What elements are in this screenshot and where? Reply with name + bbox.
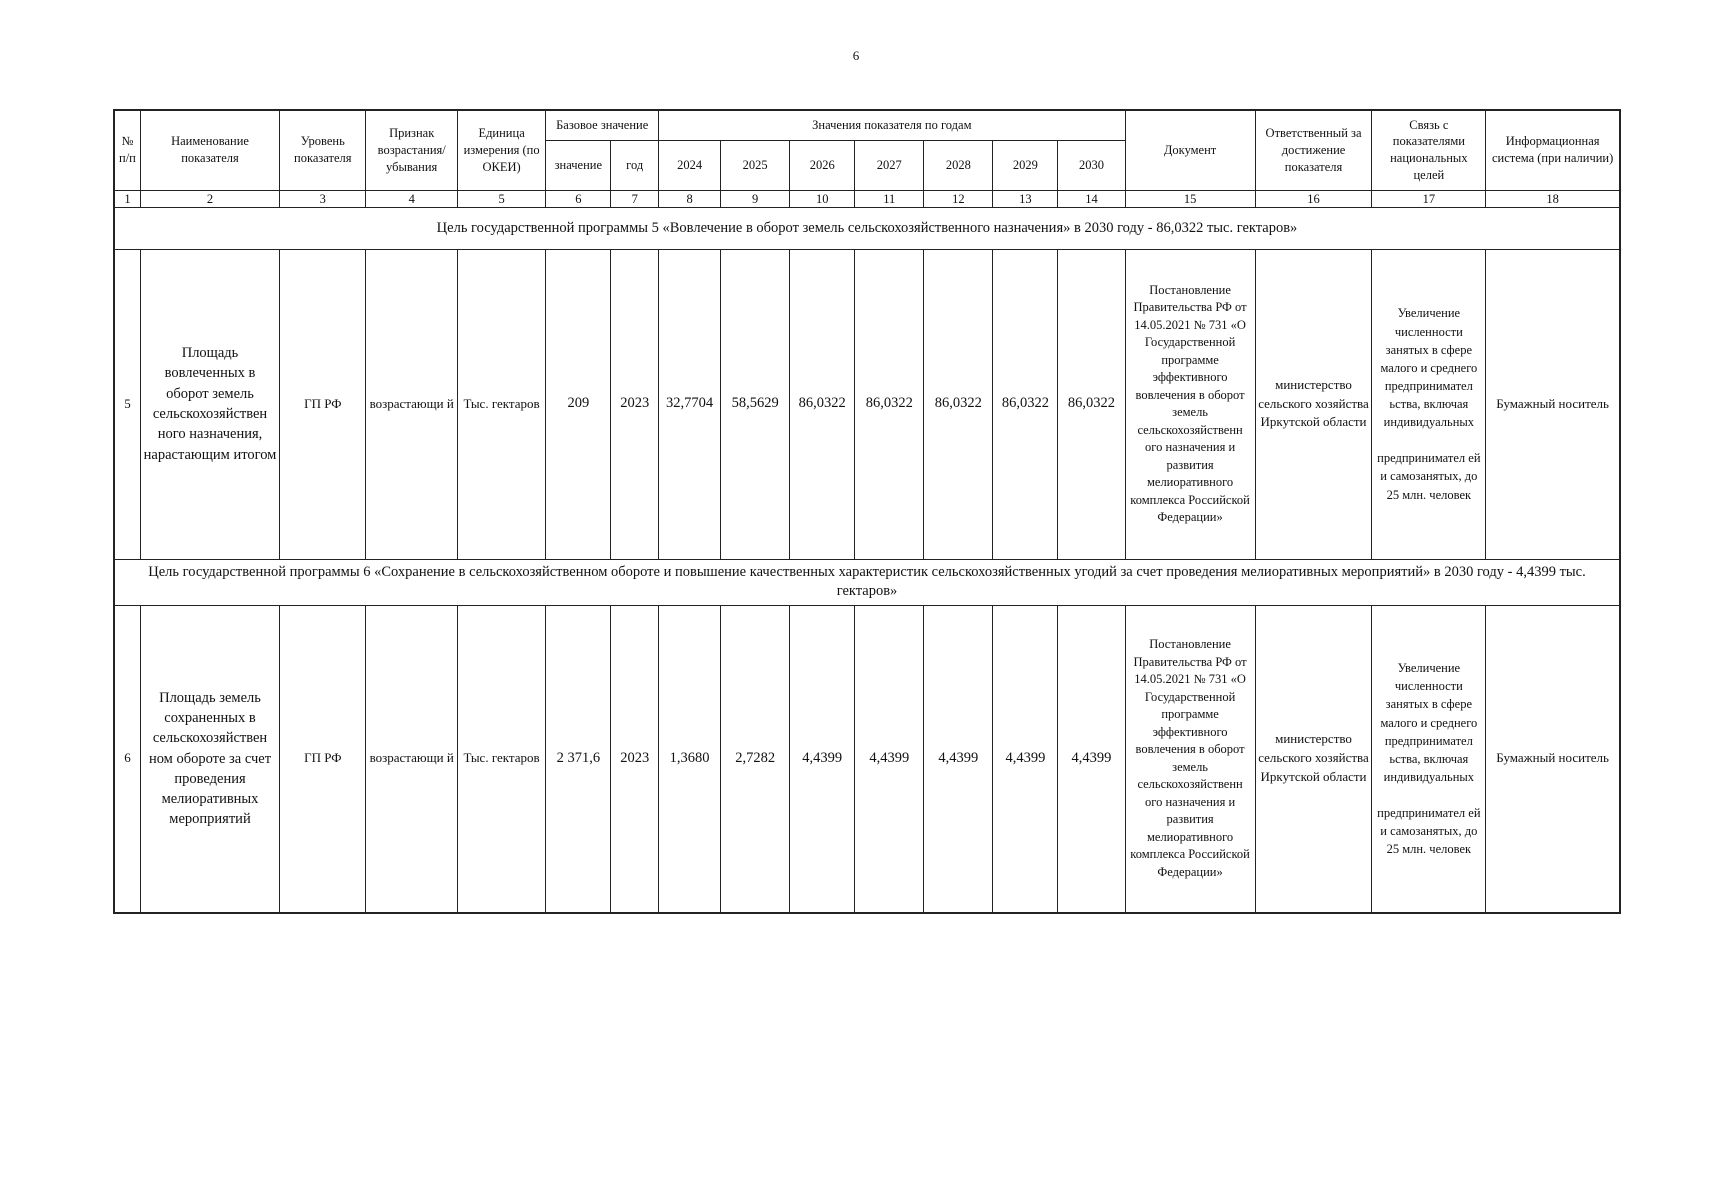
year-value: 4,4399 [993,605,1058,913]
year-value: 4,4399 [855,605,924,913]
header-document: Документ [1125,110,1255,190]
column-number: 9 [721,190,790,207]
goal-row [114,207,1620,249]
national-goal-link [1372,605,1486,913]
column-number: 3 [280,190,366,207]
header-year: 2025 [721,140,790,190]
column-number: 6 [546,190,611,207]
indicator-row [114,605,1620,913]
info-system: Бумажный носитель [1486,249,1620,559]
year-value: 4,4399 [924,605,993,913]
header-info-system: Информационная система (при наличии) [1486,110,1620,190]
header-responsible: Ответственный за достижение показателя [1255,110,1372,190]
header-year: 2029 [993,140,1058,190]
header-link: Связь с показателями национальных целей [1372,110,1486,190]
column-number: 1 [114,190,140,207]
info-system: Бумажный носитель [1486,605,1620,913]
national-goal-link [1372,249,1486,559]
year-value: 4,4399 [790,605,855,913]
indicator-unit: Тыс. гектаров [457,249,545,559]
indicator-document: Постановление Правительства РФ от 14.05.2021 № 731 «О Государственной программе эффективного вовлечения в оборот земель сельскохозяйственн ого назначения и развития мелиоративного комплекса Российской Федерации» [1125,249,1255,559]
goal-row [114,559,1620,605]
year-value: 1,3680 [659,605,721,913]
header-sign: Признак возрастания/ убывания [366,110,457,190]
header-base-value: значение [546,140,611,190]
link-text-part2: предпринимател ей и самозанятых, до 25 млн. человек [1377,806,1481,857]
link-text-part2: предпринимател ей и самозанятых, до 25 млн. человек [1377,451,1481,502]
header-name: Наименование показателя [140,110,279,190]
column-number: 14 [1058,190,1125,207]
column-number: 17 [1372,190,1486,207]
column-number: 15 [1125,190,1255,207]
indicator-name: Площадь земель сохраненных в сельскохозяйствен ном обороте за счет проведения мелиоративных мероприятий [140,605,279,913]
indicator-name: Площадь вовлеченных в оборот земель сельскохозяйствен ного назначения, нарастающим итогом [140,249,279,559]
header-year: 2028 [924,140,993,190]
column-number: 10 [790,190,855,207]
header-row-1 [114,110,1620,140]
row-num: 6 [114,605,140,913]
header-level: Уровень показателя [280,110,366,190]
year-value: 2,7282 [721,605,790,913]
column-number: 5 [457,190,545,207]
base-year: 2023 [611,249,659,559]
column-numbers-row [114,190,1620,207]
indicator-sign: возрастающи й [366,249,457,559]
base-year: 2023 [611,605,659,913]
indicator-level: ГП РФ [280,605,366,913]
header-years: Значения показателя по годам [659,110,1125,140]
header-unit: Единица измерения (по ОКЕИ) [457,110,545,190]
column-number: 18 [1486,190,1620,207]
header-year: 2026 [790,140,855,190]
column-number: 11 [855,190,924,207]
goal-title: Цель государственной программы 5 «Вовлечение в оборот земель сельскохозяйственного назначения» в 2030 году - 86,0322 тыс. гектаров» [114,207,1620,249]
year-value: 86,0322 [790,249,855,559]
header-year: 2027 [855,140,924,190]
indicator-responsible: министерство сельского хозяйства Иркутской области [1255,605,1372,913]
column-number: 2 [140,190,279,207]
indicator-row [114,249,1620,559]
year-value: 86,0322 [993,249,1058,559]
header-base-year: год [611,140,659,190]
indicator-responsible: министерство сельского хозяйства Иркутской области [1255,249,1372,559]
year-value: 86,0322 [1058,249,1125,559]
column-number: 7 [611,190,659,207]
year-value: 4,4399 [1058,605,1125,913]
indicator-document: Постановление Правительства РФ от 14.05.2021 № 731 «О Государственной программе эффективного вовлечения в оборот земель сельскохозяйственн ого назначения и развития мелиоративного комплекса Российской Федерации» [1125,605,1255,913]
indicator-unit: Тыс. гектаров [457,605,545,913]
column-number: 4 [366,190,457,207]
link-text-part1: Увеличение численности занятых в сфере малого и среднего предпринимател ьства, включая индивидуальных [1380,661,1478,784]
year-value: 86,0322 [924,249,993,559]
header-year: 2024 [659,140,721,190]
year-value: 58,5629 [721,249,790,559]
year-value: 86,0322 [855,249,924,559]
column-number: 12 [924,190,993,207]
link-text-part1: Увеличение численности занятых в сфере малого и среднего предпринимател ьства, включая индивидуальных [1380,306,1478,430]
indicator-sign: возрастающи й [366,605,457,913]
header-num: № п/п [114,110,140,190]
column-number: 13 [993,190,1058,207]
indicator-level: ГП РФ [280,249,366,559]
column-number: 8 [659,190,721,207]
year-value: 32,7704 [659,249,721,559]
header-base: Базовое значение [546,110,659,140]
page-number: 6 [852,48,860,63]
header-year: 2030 [1058,140,1125,190]
column-number: 16 [1255,190,1372,207]
goal-title: Цель государственной программы 6 «Сохранение в сельскохозяйственном обороте и повышение качественных характеристик сельскохозяйственных угодий за счет проведения мелиоративных мероприятий» в 2030 году - 4,4399 тыс. гектаров» [114,559,1620,605]
indicators-table [113,109,1621,914]
row-num: 5 [114,249,140,559]
base-value: 209 [546,249,611,559]
base-value: 2 371,6 [546,605,611,913]
